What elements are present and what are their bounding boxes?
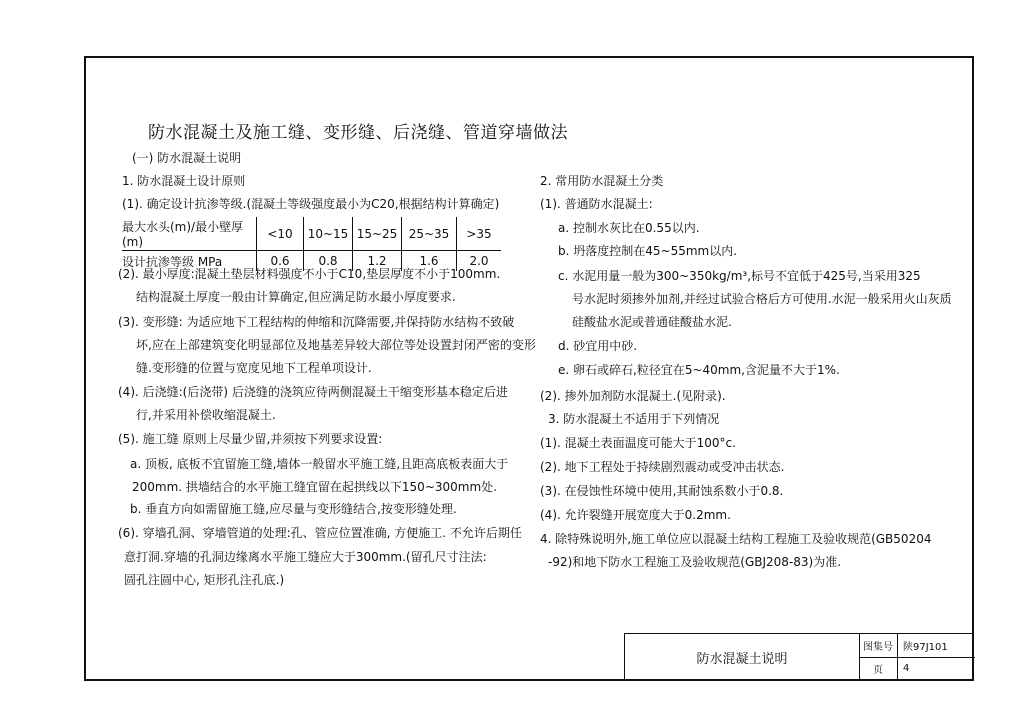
atlas-number: 陕97J101 bbox=[903, 642, 948, 653]
text-line: (4). 后浇缝:(后浇带) 后浇缝的浇筑应待两侧混凝土干缩变形基本稳定后进 bbox=[118, 385, 508, 399]
text-line: (2). 最小厚度:混凝土垫层材料强度不小于C10,垫层厚度不小于100mm. bbox=[118, 267, 501, 281]
text-line: (1). 确定设计抗渗等级.(混凝土等级强度最小为C20,根据结构计算确定) bbox=[122, 197, 500, 211]
page-row bbox=[859, 657, 975, 680]
table-cell: 0.8 bbox=[304, 251, 353, 272]
text-line: 行,并采用补偿收缩混凝土. bbox=[136, 408, 276, 422]
text-line: b. 垂直方向如需留施工缝,应尽量与变形缝结合,按变形缝处理. bbox=[130, 502, 457, 516]
text-line: (2). 掺外加剂防水混凝土.(见附录). bbox=[540, 389, 726, 403]
table-cell: 最大水头(m)/最小壁厚(m) bbox=[122, 217, 257, 251]
page-label: 页 bbox=[859, 657, 898, 680]
table-cell: <10 bbox=[257, 217, 304, 251]
table-cell: 设计抗渗等级 MPa bbox=[122, 254, 223, 269]
section-heading: (一) 防水混凝土说明 bbox=[132, 151, 242, 165]
table-cell: >35 bbox=[457, 217, 502, 251]
title-block bbox=[624, 633, 974, 681]
text-line: 2. 常用防水混凝土分类 bbox=[540, 174, 664, 188]
drawing-name: 防水混凝土说明 bbox=[625, 634, 860, 680]
atlas-label: 图集号 bbox=[859, 634, 898, 657]
text-line: 号水泥时须掺外加剂,并经过试验合格后方可使用.水泥一般采用火山灰质 bbox=[572, 292, 952, 306]
text-line: 坏,应在上部建筑变化明显部位及地基差异较大部位等处设置封闭严密的变形 bbox=[136, 338, 536, 352]
atlas-row bbox=[859, 634, 975, 658]
table-cell: 1.2 bbox=[353, 251, 402, 272]
table-cell: 10~15 bbox=[304, 217, 353, 251]
text-line: d. 砂宜用中砂. bbox=[558, 339, 638, 353]
text-line: 3. 防水混凝土不适用于下列情况 bbox=[548, 412, 720, 426]
text-line: b. 坍落度控制在45~55mm以内. bbox=[558, 244, 738, 258]
text-line: 4. 除特殊说明外,施工单位应以混凝土结构工程施工及验收规范(GB50204 bbox=[540, 532, 932, 546]
impermeability-table bbox=[122, 217, 501, 271]
text-line: (5). 施工缝 原则上尽量少留,并须按下列要求设置: bbox=[118, 432, 383, 446]
text-line: 缝.变形缝的位置与宽度见地下工程单项设计. bbox=[136, 361, 372, 375]
text-line: -92)和地下防水工程施工及验收规范(GBJ208-83)为准. bbox=[548, 555, 842, 569]
text-line: 意打洞.穿墙的孔洞边缘离水平施工缝应大于300mm.(留孔尺寸注法: bbox=[124, 550, 487, 564]
page-title: 防水混凝土及施工缝、变形缝、后浇缝、管道穿墙做法 bbox=[148, 123, 568, 143]
text-line: (6). 穿墙孔洞、穿墙管道的处理:孔、管应位置准确, 方便施工. 不允许后期任 bbox=[118, 526, 522, 540]
text-line: c. 水泥用量一般为300~350kg/m³,标号不宜低于425号,当采用325 bbox=[558, 269, 921, 283]
table-cell: 25~35 bbox=[402, 217, 457, 251]
table-cell: 0.6 bbox=[257, 251, 304, 272]
text-line: 200mm. 拱墙结合的水平施工缝宜留在起拱线以下150~300mm处. bbox=[132, 480, 497, 494]
text-line: 结构混凝土厚度一般由计算确定,但应满足防水最小厚度要求. bbox=[136, 290, 456, 304]
text-line: (1). 混凝土表面温度可能大于100°c. bbox=[540, 436, 736, 450]
text-line: e. 卵石或碎石,粒径宜在5~40mm,含泥量不大于1%. bbox=[558, 363, 840, 377]
table-cell: 1.6 bbox=[402, 251, 457, 272]
table-row bbox=[122, 217, 501, 251]
table-cell: 15~25 bbox=[353, 217, 402, 251]
text-line: a. 顶板, 底板不宜留施工缝,墙体一般留水平施工缝,且距高底板表面大于 bbox=[130, 457, 509, 471]
text-line: (3). 在侵蚀性环境中使用,其耐蚀系数小于0.8. bbox=[540, 484, 784, 498]
text-line: 1. 防水混凝土设计原则 bbox=[122, 174, 246, 188]
text-line: (2). 地下工程处于持续剧烈震动或受冲击状态. bbox=[540, 460, 785, 474]
text-line: (1). 普通防水混凝土: bbox=[540, 197, 653, 211]
text-line: 圆孔注圆中心, 矩形孔注孔底.) bbox=[124, 573, 285, 587]
text-line: (4). 允许裂缝开展宽度大于0.2mm. bbox=[540, 508, 731, 522]
page-number: 4 bbox=[903, 663, 910, 674]
text-line: a. 控制水灰比在0.55以内. bbox=[558, 221, 700, 235]
text-line: (3). 变形缝: 为适应地下工程结构的伸缩和沉降需要,并保持防水结构不致破 bbox=[118, 315, 515, 329]
table-cell: 2.0 bbox=[457, 251, 502, 272]
text-line: 硅酸盐水泥或普通硅酸盐水泥. bbox=[572, 315, 732, 329]
